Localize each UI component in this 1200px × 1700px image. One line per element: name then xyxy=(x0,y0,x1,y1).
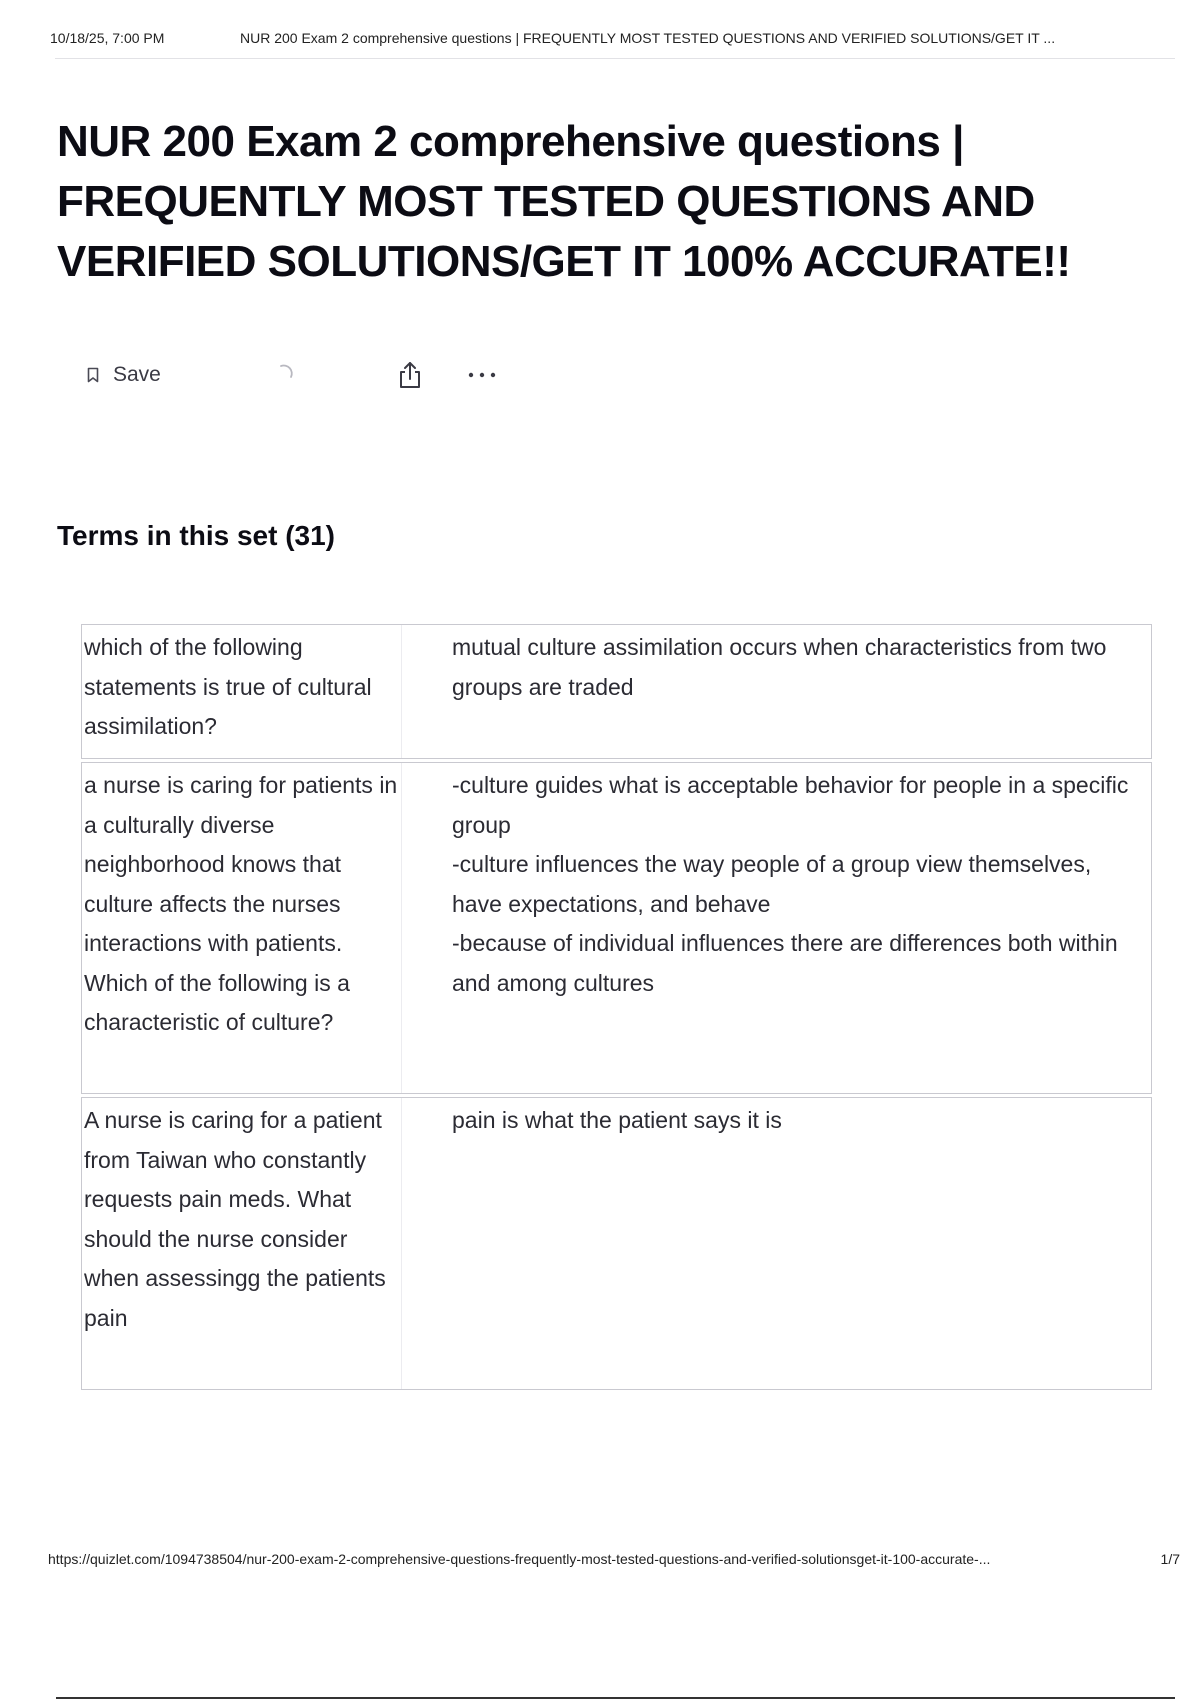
bottom-divider xyxy=(56,1697,1175,1699)
print-doc-title: NUR 200 Exam 2 comprehensive questions | FREQUENTLY MOST TESTED QUESTIONS AND VERIFIED SOLUTIONS/GET IT ... xyxy=(240,30,1056,46)
print-footer xyxy=(48,1551,1180,1567)
term-text: which of the following statements is true of cultural assimilation? xyxy=(82,625,402,758)
print-header xyxy=(50,28,1160,48)
more-icon xyxy=(465,360,499,390)
page-title: NUR 200 Exam 2 comprehensive questions | FREQUENTLY MOST TESTED QUESTIONS AND VERIFIED SOLUTIONS/GET IT 100% ACCURATE!! xyxy=(57,117,1071,286)
share-icon xyxy=(395,360,425,390)
save-button[interactable] xyxy=(85,360,167,390)
spinner-icon xyxy=(277,363,295,381)
more-options-button[interactable] xyxy=(465,360,499,390)
save-label: Save xyxy=(113,363,161,386)
term-text: a nurse is caring for patients in a culturally diverse neighborhood knows that culture affects the nurses interactions with patients. Which of the following is a characteristic of culture? xyxy=(82,763,402,1093)
page-number: 1/7 xyxy=(1160,1551,1180,1567)
definition-text: -culture guides what is acceptable behavior for people in a specific group -culture influences the way people of a group view themselves, have expectations, and behave -because of individual influences there are differences both within and among cultures xyxy=(452,772,1129,996)
term-card[interactable] xyxy=(81,624,1152,759)
bookmark-icon xyxy=(87,367,99,383)
terms-list xyxy=(81,624,1152,1393)
terms-heading: Terms in this set (31) xyxy=(57,520,336,551)
term-card[interactable] xyxy=(81,762,1152,1094)
term-card[interactable] xyxy=(81,1097,1152,1390)
print-date: 10/18/25, 7:00 PM xyxy=(50,30,165,46)
header-divider xyxy=(55,58,1175,59)
definition-text: mutual culture assimilation occurs when characteristics from two groups are traded xyxy=(452,634,1107,700)
definition-text: pain is what the patient says it is xyxy=(452,1107,782,1133)
print-url: https://quizlet.com/1094738504/nur-200-exam-2-comprehensive-questions-frequently-most-tested-questions-and-verified-solutionsget-it-100-accurate-... xyxy=(48,1551,991,1567)
share-button[interactable] xyxy=(395,360,425,390)
term-text: A nurse is caring for a patient from Taiwan who constantly requests pain meds. What should the nurse consider when assessingg the patients pain xyxy=(82,1098,402,1389)
